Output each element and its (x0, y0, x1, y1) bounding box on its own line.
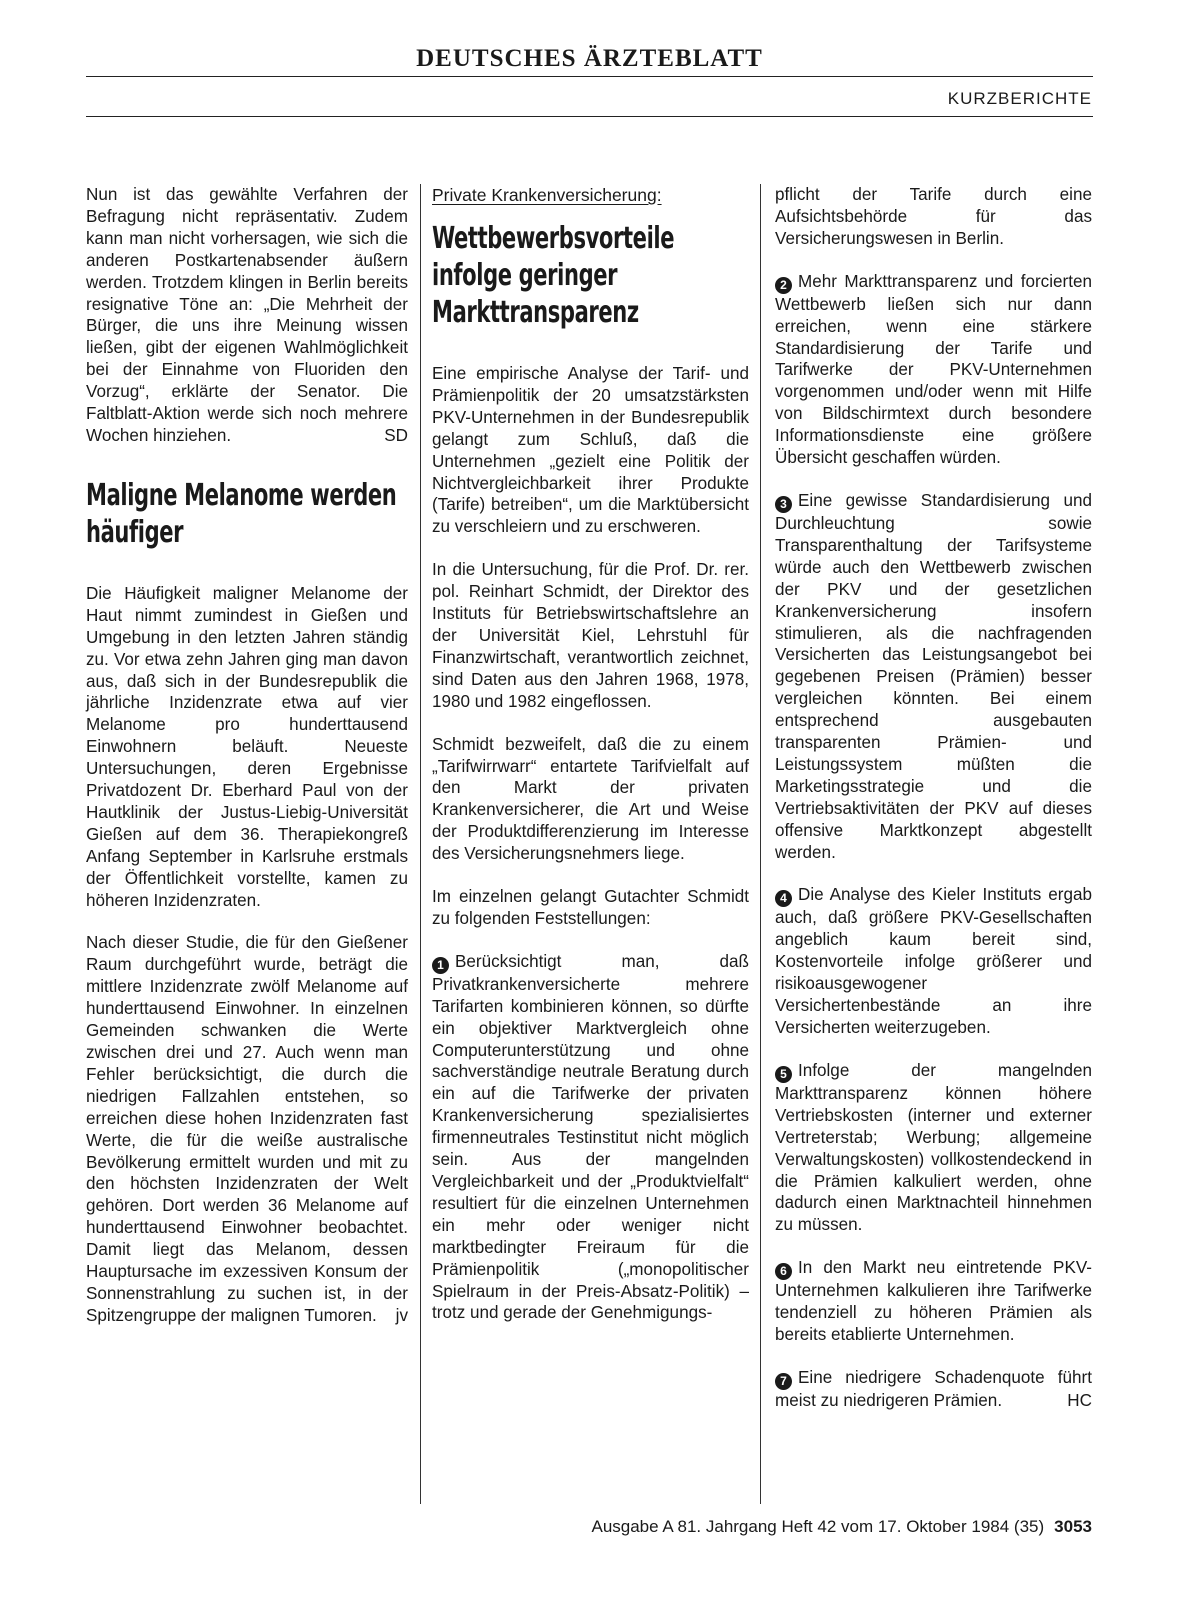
article-kicker: Private Krankenversicherung: (432, 185, 662, 205)
masthead: DEUTSCHES ÄRZTEBLATT (416, 45, 763, 72)
number-badge: 6 (775, 1263, 792, 1280)
number-badge: 4 (775, 890, 792, 907)
paragraph-text: Eine niedrigere Schadenquote führt meist zu niedrigeren Prämien. (775, 1367, 1092, 1410)
number-badge: 7 (775, 1373, 792, 1390)
column-2 (432, 184, 749, 1345)
paragraph (86, 184, 408, 447)
paragraph-text: Berücksichtigt man, daß Privatkrankenversicherte mehrere Tarifarten kombinieren können, so dürfte ein objektiver Marktvergleich ohne Computerunterstützung und ohne sachverständige neutrale Beratung durch ein auf die Tarifwerke der privaten Krankenversicherung spezialisiertes firmenneutrales Testinstitut nicht möglich sein. Aus der mangelnden Vergleichbarkeit und der „Produktvielfalt“ resultiert für die einzelnen Unternehmen ein mehr oder weniger nicht marktbedingter Freiraum für die Prämienpolitik („monopolitischer Spielraum in der Preis-Absatz-Politik) – trotz und gerade der Genehmigungs- (432, 951, 749, 1323)
author-initials: SD (384, 425, 408, 445)
number-badge: 5 (775, 1066, 792, 1083)
column-divider-1 (420, 184, 421, 1504)
paragraph-text: Mehr Markttransparenz und forcierten Wettbewerb ließen sich nur dann erreichen, wenn eine stärkere Standardisierung der Tarife und Tarifwerke der PKV-Unternehmen vorgenommen und/oder wenn mit Hilfe von Bildschirmtext durch besondere Informationsdienste eine größere Übersicht geschaffen würden. (775, 271, 1092, 468)
page-footer (591, 1516, 1092, 1538)
column-3 (775, 184, 1092, 1433)
paragraph: Im einzelnen gelangt Gutachter Schmidt zu folgenden Feststellungen: (432, 887, 749, 928)
numbered-paragraph (775, 1367, 1092, 1412)
author-initials: jv (395, 1305, 408, 1325)
column-1 (86, 184, 408, 1348)
paragraph: Schmidt bezweifelt, daß die zu einem „Tarifwirrwarr“ entartete Tarifvielfalt auf den Markt der privaten Krankenversicherer, die Art und Weise der Produktdifferenzierung im Interesse des Versicherungsnehmers liege. (432, 734, 749, 864)
paragraph (86, 932, 408, 1326)
paragraph-text: Nach dieser Studie, die für den Gießener Raum durchgeführt wurde, beträgt die mittlere Inzidenzrate zwölf Melanome auf hunderttausend Einwohner. In einzelnen Gemeinden schwanken die Werte zwischen drei und 27. Auch wenn man Fehler berücksichtigt, die durch die niedrigen Fallzahlen entstehen, so erreichen diese hohen Inzidenzraten fast Werte, die für die weiße australische Bevölkerung ermittelt wurden und mit zu den höchsten Inzidenzraten der Welt gehören. Dort werden 36 Melanome auf hunderttausend Einwohner beobachtet. Damit liegt das Melanom, dessen Hauptursache im exzessiven Konsum der Sonnenstrahlung zu suchen ist, in der Spitzengruppe der malignen Tumoren. (86, 933, 408, 1325)
article-headline-pkv: Wettbewerbsvorteile infolge geringer Markttransparenz (432, 221, 675, 330)
section-label: KURZBERICHTE (947, 89, 1092, 108)
numbered-paragraph (775, 490, 1092, 864)
paragraph: In die Untersuchung, für die Prof. Dr. rer. pol. Reinhart Schmidt, der Direktor des Instituts für Betriebswirtschaftslehre an der Universität Kiel, Lehrstuhl für Finanzwirtschaft, verantwortlich zeichnet, sind Daten aus den Jahren 1968, 1978, 1980 und 1982 eingeflossen. (432, 560, 749, 711)
header-rule (86, 116, 1093, 117)
numbered-paragraph (775, 271, 1092, 469)
article-headline-melanome: Maligne Melanome werden häufiger (86, 477, 397, 550)
paragraph-text: Eine gewisse Standardisierung und Durchleuchtung sowie Transparenthaltung der Tarifsysteme würde auch den Wettbewerb zwischen der PKV und der gesetzlichen Krankenversicherung insofern stimulieren, als die nachfragenden Versicherten das Leistungsangebot bei gegebenen Preisen (Prämien) besser vergleichen könnten. Bei einem entsprechend ausgebauten transparenten Prämien- und Leistungssystem müßten die Marketingsstrategie und die Vertriebsaktivitäten der PKV auf dieses offensive Marktkonzept abgestellt werden. (775, 490, 1092, 862)
page-number: 3053 (1054, 1517, 1092, 1536)
paragraph: Eine empirische Analyse der Tarif- und Prämienpolitik der 20 umsatzstärksten PKV-Unternehmen in der Bundesrepublik gelangt zum Schluß, daß die Unternehmen „gezielt eine Politik der Nichtvergleichbarkeit ihrer Produkte (Tarife) betreiben“, um die Marktübersicht zu verschleiern und zu erschweren. (432, 364, 749, 537)
column-divider-2 (760, 184, 761, 1504)
paragraph-text: Die Analyse des Kieler Instituts ergab auch, daß größere PKV-Gesellschaften angeblich kaum bereit sind, Kostenvorteile infolge größerer und risikoausgewogener Versichertenbestände an ihre Versicherten weiterzugeben. (775, 885, 1092, 1037)
numbered-paragraph (432, 951, 749, 1325)
numbered-paragraph (775, 884, 1092, 1038)
top-rule (86, 76, 1093, 77)
issue-info: Ausgabe A 81. Jahrgang Heft 42 vom 17. Oktober 1984 (35) (591, 1517, 1045, 1536)
number-badge: 2 (775, 277, 792, 294)
number-badge: 1 (432, 957, 449, 974)
paragraph-text: Infolge der mangelnden Markttransparenz können höhere Vertriebskosten (interner und externer Vertreterstab; Werbung; allgemeine Verwaltungskosten) vollkostendeckend in die Prämien kalkuliert werden, ohne dadurch einen Marktnachteil hinnehmen zu müssen. (775, 1060, 1092, 1235)
number-badge: 3 (775, 496, 792, 513)
numbered-paragraph (775, 1060, 1092, 1236)
paragraph-text: In den Markt neu eintretende PKV-Unternehmen kalkulieren ihre Tarifwerke tendenziell zu höheren Prämien als bereits etablierte Unternehmen. (775, 1258, 1092, 1345)
paragraph: pflicht der Tarife durch eine Aufsichtsbehörde für das Versicherungswesen in Berlin. (775, 185, 1092, 248)
author-initials: HC (1067, 1390, 1092, 1410)
numbered-paragraph (775, 1257, 1092, 1346)
paragraph-text: Nun ist das gewählte Verfahren der Befragung nicht repräsentativ. Zudem kann man nicht vorhersagen, wie sich die anderen Postkartenabsender äußern werden. Trotzdem klingen in Berlin bereits resignative Töne an: „Die Mehrheit der Bürger, die uns ihre Meinung wissen ließen, gibt der eigenen Wahlmöglichkeit bei der Einnahme von Fluoriden den Vorzug“, erklärte der Senator. Die Faltblatt-Aktion werde sich noch mehrere Wochen hinziehen. (86, 185, 408, 445)
paragraph: Die Häufigkeit maligner Melanome der Haut nimmt zumindest in Gießen und Umgebung in den letzten Jahren ständig zu. Vor etwa zehn Jahren ging man davon aus, daß sich in der Bundesrepublik die jährliche Inzidenzrate etwa auf vier Melanome pro hunderttausend Einwohnern beläuft. Neueste Untersuchungen, deren Ergebnisse Privatdozent Dr. Eberhard Paul von der Hautklinik der Justus-Liebig-Universität Gießen auf dem 36. Therapiekongreß Anfang September in Karlsruhe erstmals der Öffentlichkeit vorstellte, kamen zu höheren Inzidenzraten. (86, 583, 408, 910)
